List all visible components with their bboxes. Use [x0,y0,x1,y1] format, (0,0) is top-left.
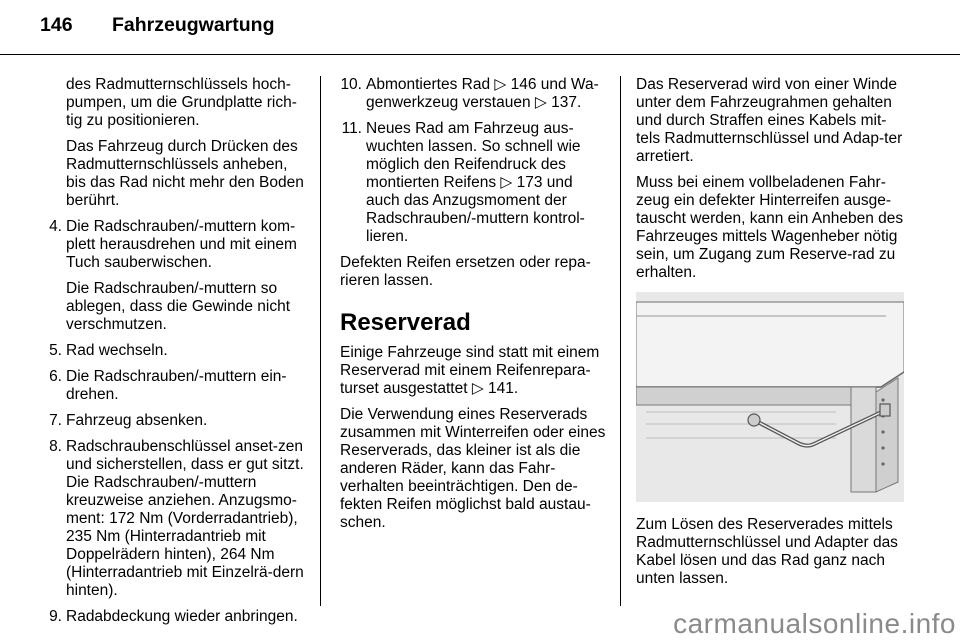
list-number: 5. [49,342,62,359]
list-text: Fahrzeug absenken. [66,412,208,429]
column-2 [340,76,606,540]
list-text: Die Radschrauben/-muttern ein-drehen. [66,368,287,403]
list-text: Neues Rad am Fahrzeug aus-wuchten lassen. So schnell wie möglich den Reifendruck des montierten Reifens ▷ 173 und auch das Anzugsmoment der Radschrauben/-muttern kontrol-lieren. [366,120,585,245]
list-text: Radabdeckung wieder anbringen. [66,608,298,625]
list-number: 7. [49,412,62,429]
list-item [40,608,308,626]
list-item [40,438,308,600]
list-text: Die Radschrauben/-muttern kom-plett herausdrehen und mit einem Tuch sauberwischen. [66,218,297,271]
column-divider [620,76,621,606]
list-number: 8. [49,438,62,455]
illustration-graphic [636,292,904,502]
list-text: Rad wechseln. [66,342,168,359]
list-text: Abmontiertes Rad ▷ 146 und Wa-genwerkzeug verstauen ▷ 137. [366,76,599,111]
spare-wheel-illustration [636,292,904,502]
paragraph: Das Fahrzeug durch Drücken des Radmutternschlüssels anheben, bis das Rad nicht mehr den Boden berührt. [66,138,304,209]
list-item [40,342,308,360]
paragraph: Muss bei einem vollbeladenen Fahr-zeug ein defekter Hinterreifen ausge-tauscht werden, kann ein Anheben des Fahrzeuges mittels Wagenheber nötig sein, um Zugang zum Reserve-rad zu erhalten. [636,174,904,281]
paragraph: Defekten Reifen ersetzen oder repa-rieren lassen. [340,254,591,289]
list-text: Radschraubenschlüssel anset-zen und sicherstellen, dass er gut sitzt. Die Radschrauben/-muttern kreuzweise anziehen. Anzugsmo-ment: 172 Nm (Vorderradantrieb), 235 Nm (Hinterradantrieb mit Doppelrädern hinten), 264 Nm (Hinterradantrieb mit Einzelrä-dern hinten). [66,438,304,599]
paragraph: Einige Fahrzeuge sind statt mit einem Reserverad mit einem Reifenrepara-turset ausgestattet ▷ 141. [340,344,600,397]
paragraph: Das Reserverad wird von einer Winde unter dem Fahrzeugrahmen gehalten und durch Straffen eines Kabels mit-tels Radmutternschlüssel und Adap-ter arretiert. [636,76,903,165]
list-number: 11. [341,120,362,137]
list-number: 10. [340,76,362,93]
column-3 [636,76,904,596]
list-item [40,218,308,334]
section-heading: Reserverad [340,309,471,336]
list-item [340,76,606,112]
column-1 [40,76,308,634]
watermark: carmanualsonline.info [673,608,956,639]
header-rule [0,54,960,55]
list-number: 6. [49,368,62,385]
list-item [340,120,606,246]
paragraph: des Radmutternschlüssels hoch-pumpen, um die Grundplatte rich-tig zu positionieren. [66,76,297,129]
figure-caption: Zum Lösen des Reserverades mittels Radmutternschlüssel und Adapter das Kabel lösen und das Rad ganz nach unten lassen. [636,516,898,587]
list-item [40,368,308,404]
list-number: 4. [49,218,62,235]
column-divider [320,76,321,606]
page-header [40,14,275,37]
list-subtext: Die Radschrauben/-muttern so ablegen, dass die Gewinde nicht verschmutzen. [66,280,291,333]
page-number: 146 [40,14,73,36]
list-item [40,412,308,430]
paragraph: Die Verwendung eines Reserverads zusammen mit Winterreifen oder eines Reserverads, das kleiner ist als die anderen Räder, kann das Fahr-verhalten beeinträchtigen. Den de-fekten Reifen möglichst bald austau-schen. [340,406,606,531]
page-title: Fahrzeugwartung [112,14,275,36]
list-number: 9. [49,608,62,625]
